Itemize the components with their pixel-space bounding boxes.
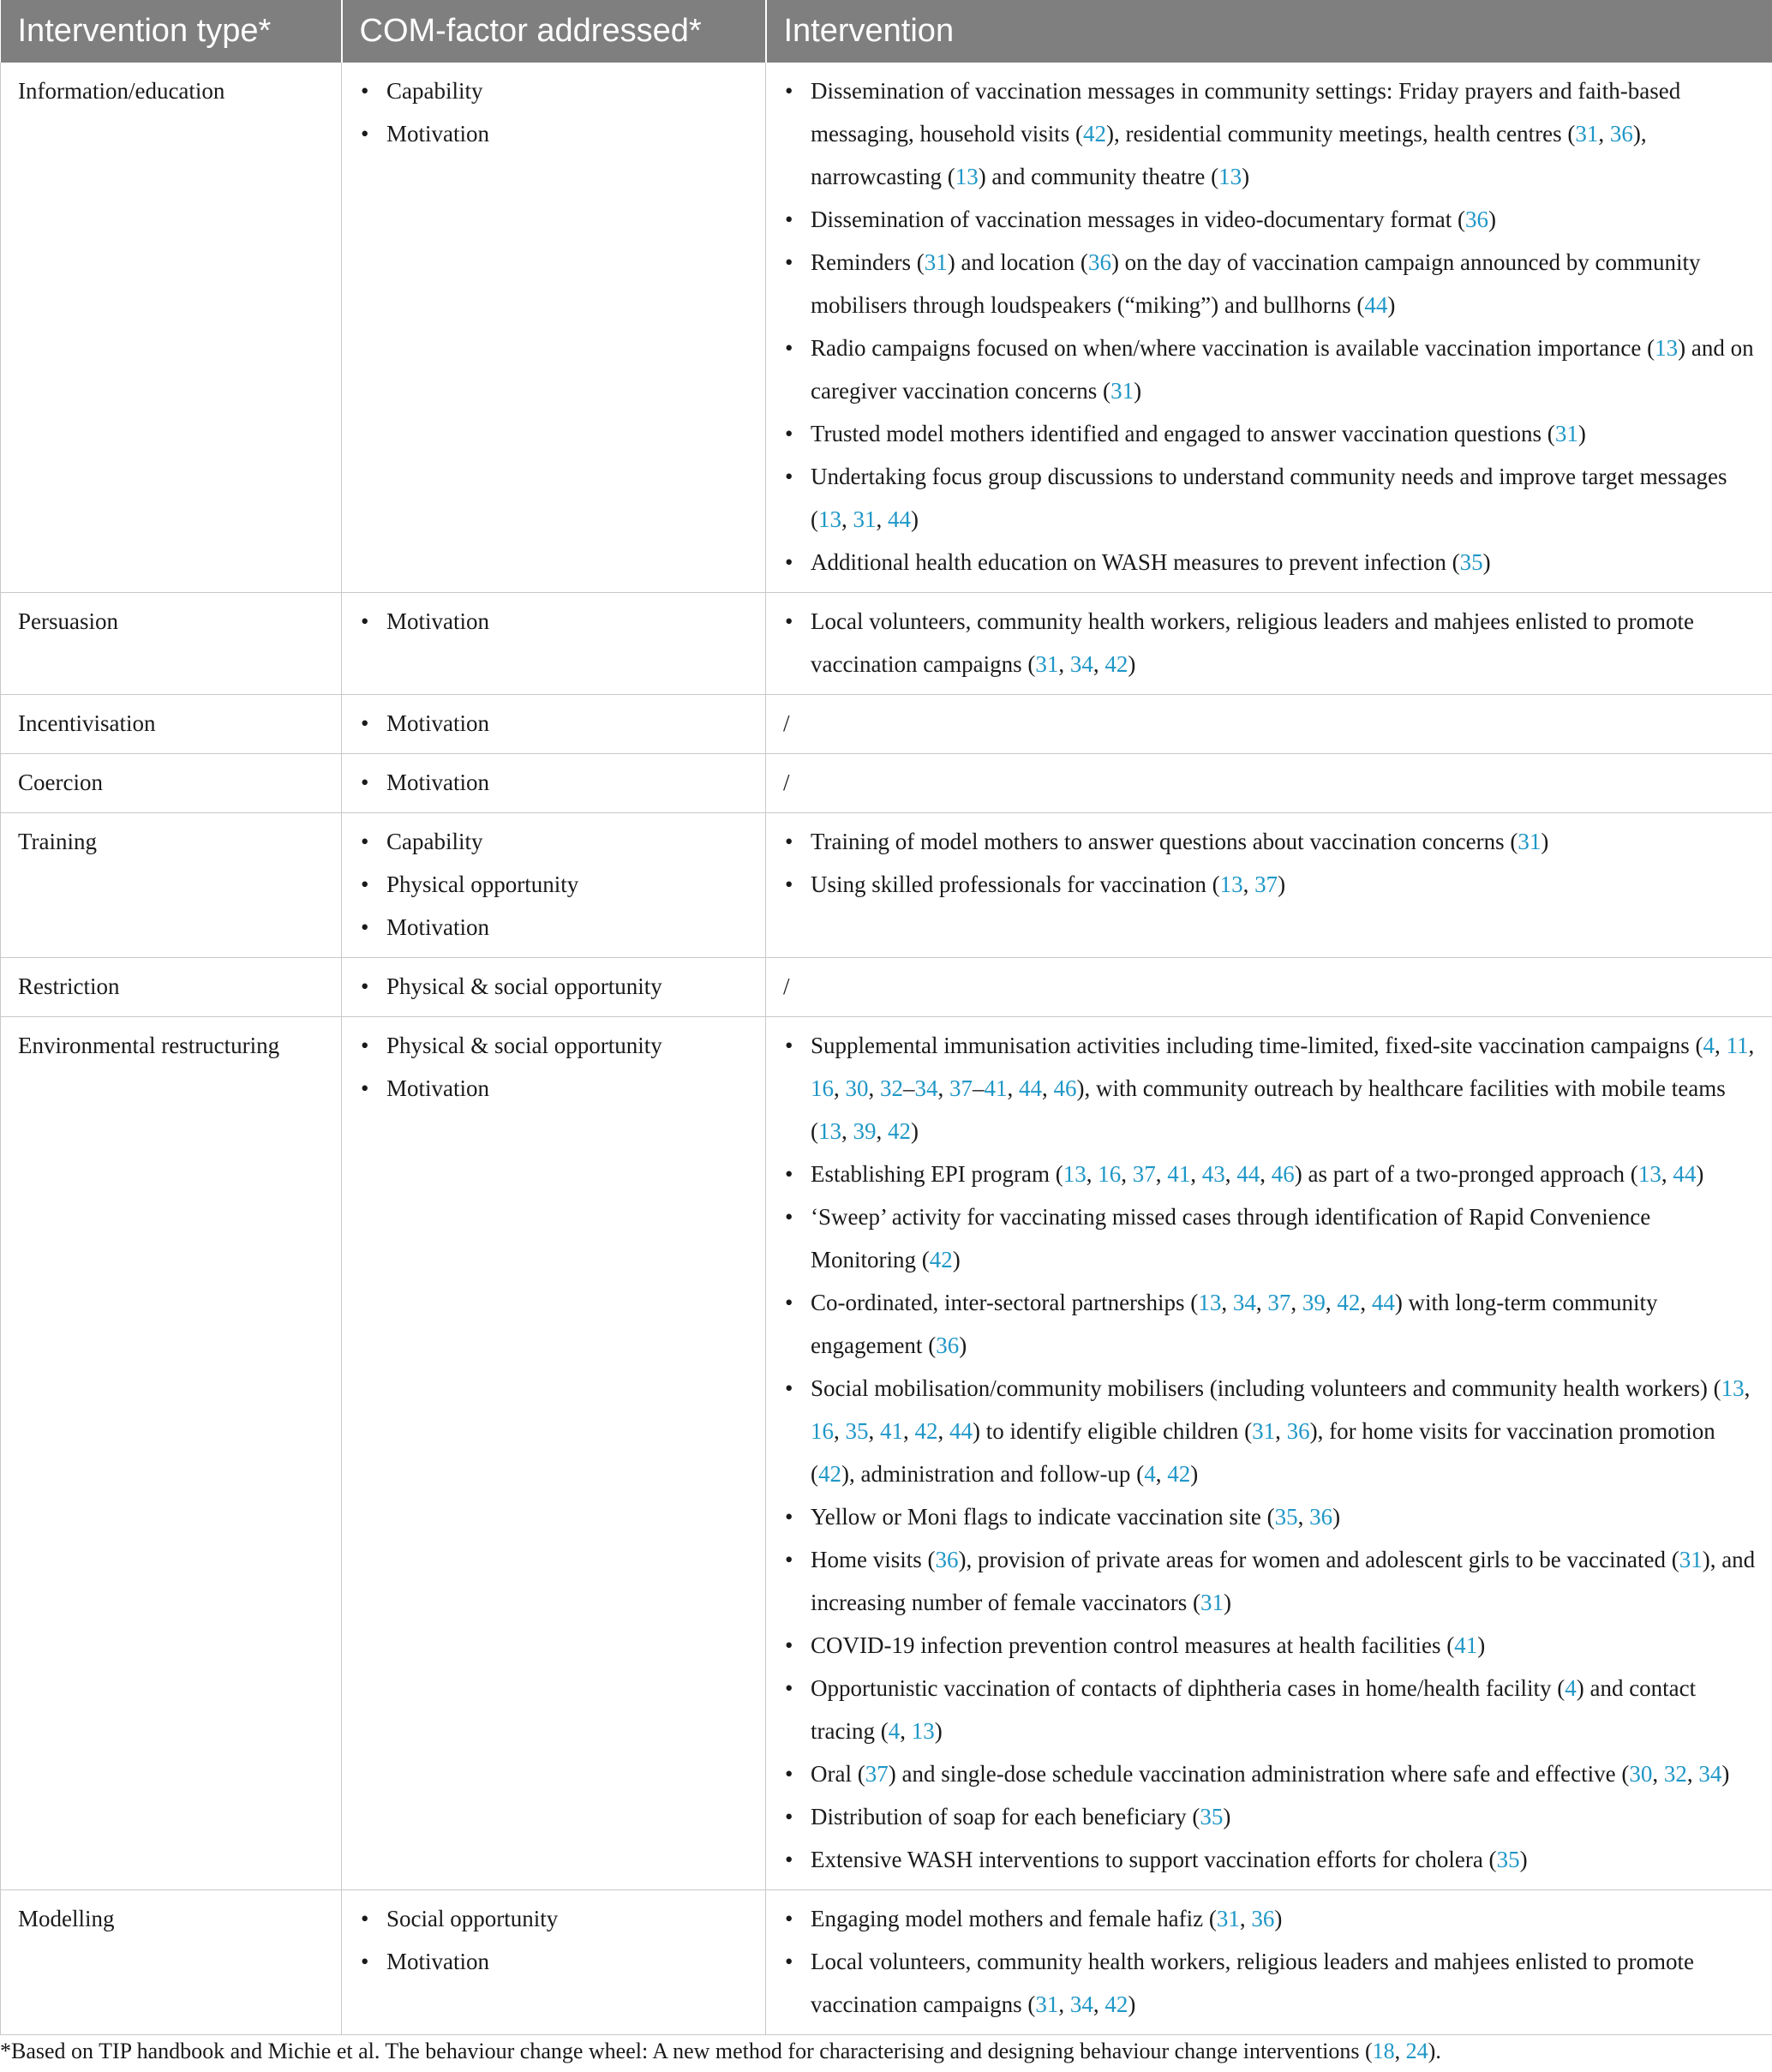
intervention-item: • Engaging model mothers and female hafiz (31, 36) (783, 1897, 1757, 1940)
citation-link[interactable]: 24 (1405, 2039, 1428, 2063)
citation-link[interactable]: 36 (1286, 1418, 1310, 1444)
citation-link[interactable]: 31 (1518, 829, 1542, 854)
citation-link[interactable]: 16 (1098, 1161, 1122, 1187)
intervention-item: • Extensive WASH interventions to support vaccination efforts for cholera (35) (783, 1838, 1757, 1881)
com-factor-item: • Motivation (359, 1940, 750, 1983)
citation-link[interactable]: 13 (1655, 335, 1679, 361)
citation-link[interactable]: 31 (1252, 1418, 1276, 1444)
citation-link[interactable]: 34 (1069, 651, 1093, 677)
intervention-item: • Using skilled professionals for vaccination (13, 37) (783, 863, 1757, 906)
citation-link[interactable]: 37 (1132, 1161, 1156, 1187)
table-row (1, 63, 1772, 593)
citation-link[interactable]: 39 (1302, 1290, 1326, 1315)
citation-link[interactable]: 46 (1271, 1161, 1295, 1187)
com-factor-list (359, 1024, 750, 1110)
intervention-type-cell: Coercion (1, 754, 342, 813)
intervention-cell (766, 813, 1772, 958)
citation-link[interactable]: 37 (949, 1075, 973, 1101)
citation-link[interactable]: 31 (1200, 1590, 1224, 1615)
table-body (1, 63, 1772, 2035)
com-factor-item: • Motivation (359, 1067, 750, 1110)
com-factor-list (359, 820, 750, 949)
intervention-item: • Local volunteers, community health workers, religious leaders and mahjees enlisted to promote vaccination campaigns (31, 34, 42) (783, 600, 1757, 686)
citation-link[interactable]: 13 (1218, 164, 1242, 189)
citation-link[interactable]: 31 (1216, 1906, 1240, 1931)
citation-link[interactable]: 31 (1110, 378, 1134, 404)
citation-link[interactable]: 31 (1679, 1547, 1703, 1572)
citation-link[interactable]: 36 (1609, 121, 1633, 147)
table-row (1, 593, 1772, 695)
intervention-cell (766, 593, 1772, 695)
intervention-type-cell: Incentivisation (1, 695, 342, 754)
no-intervention-marker: / (783, 710, 790, 736)
com-factor-cell (342, 813, 766, 958)
citation-link[interactable]: 41 (984, 1075, 1008, 1101)
com-factor-cell (342, 958, 766, 1017)
intervention-type-cell: Modelling (1, 1890, 342, 2035)
citation-link[interactable]: 34 (1232, 1290, 1256, 1315)
citation-link[interactable]: 4 (1565, 1675, 1577, 1701)
citation-link[interactable]: 36 (936, 1332, 960, 1358)
citation-link[interactable]: 35 (845, 1418, 869, 1444)
citation-link[interactable]: 31 (924, 249, 948, 275)
citation-link[interactable]: 35 (1274, 1504, 1298, 1530)
citation-link[interactable]: 13 (1721, 1375, 1745, 1401)
citation-link[interactable]: 13 (1219, 871, 1243, 897)
table-row (1, 754, 1772, 813)
citation-link[interactable]: 42 (929, 1247, 953, 1273)
intervention-item: • Dissemination of vaccination messages in community settings: Friday prayers and faith-based messaging, household visits (42), residential community meetings, health centres (31, 36), narrowcasting (13) and community theatre (13) (783, 69, 1757, 198)
com-factor-cell (342, 695, 766, 754)
citation-link[interactable]: 31 (1554, 421, 1578, 446)
citation-link[interactable]: 18 (1372, 2039, 1395, 2063)
citation-link[interactable]: 44 (949, 1418, 973, 1444)
citation-link[interactable]: 44 (1673, 1161, 1697, 1187)
table-row (1, 695, 1772, 754)
com-factor-list (359, 600, 750, 643)
intervention-list (783, 600, 1757, 686)
citation-link[interactable]: 42 (1083, 121, 1106, 147)
citation-link[interactable]: 42 (1167, 1461, 1191, 1487)
citation-link[interactable]: 32 (1663, 1761, 1687, 1787)
table-row (1, 1890, 1772, 2035)
intervention-item: • Oral (37) and single-dose schedule vaccination administration where safe and effective (30, 32, 34) (783, 1752, 1757, 1795)
citation-link[interactable]: 13 (911, 1718, 935, 1744)
com-factor-item: • Social opportunity (359, 1897, 750, 1940)
citation-link[interactable]: 42 (1105, 1991, 1128, 2017)
com-factor-cell (342, 1017, 766, 1890)
intervention-cell (766, 63, 1772, 593)
citation-link[interactable]: 44 (888, 506, 911, 532)
intervention-type-cell: Environmental restructuring (1, 1017, 342, 1890)
citation-link[interactable]: 36 (1465, 207, 1489, 232)
table-row (1, 958, 1772, 1017)
intervention-item: • COVID-19 infection prevention control measures at health facilities (41) (783, 1624, 1757, 1667)
intervention-item: • Training of model mothers to answer questions about vaccination concerns (31) (783, 820, 1757, 863)
citation-link[interactable]: 13 (818, 506, 841, 532)
intervention-type-cell: Training (1, 813, 342, 958)
citation-link[interactable]: 36 (935, 1547, 959, 1572)
citation-link[interactable]: 31 (1575, 121, 1599, 147)
citation-link[interactable]: 34 (1069, 1991, 1093, 2017)
intervention-cell (766, 958, 1772, 1017)
citation-link[interactable]: 44 (1019, 1075, 1042, 1101)
com-factor-item: • Capability (359, 820, 750, 863)
citation-link[interactable]: 44 (1371, 1290, 1395, 1315)
intervention-item: • Radio campaigns focused on when/where vaccination is available vaccination importance (13) and on caregiver vaccination concerns (31) (783, 326, 1757, 412)
com-factor-item: • Physical opportunity (359, 863, 750, 906)
intervention-item: • Supplemental immunisation activities including time-limited, fixed-site vaccination campaigns (4, 11, 16, 30, 32–34, 37–41, 44, 46), with community outreach by healthcare facilities with mobile teams (13, 39, 42) (783, 1024, 1757, 1153)
com-factor-item: • Motivation (359, 600, 750, 643)
citation-link[interactable]: 42 (818, 1461, 841, 1487)
citation-link[interactable]: 37 (1267, 1290, 1291, 1315)
citation-link[interactable]: 34 (914, 1075, 938, 1101)
intervention-item: • Distribution of soap for each beneficiary (35) (783, 1795, 1757, 1838)
intervention-cell (766, 695, 1772, 754)
com-factor-cell (342, 754, 766, 813)
header-intervention: Intervention (766, 0, 1772, 63)
citation-link[interactable]: 41 (1454, 1632, 1478, 1658)
citation-link[interactable]: 13 (1063, 1161, 1087, 1187)
intervention-cell (766, 754, 1772, 813)
intervention-list (783, 69, 1757, 584)
citation-link[interactable]: 42 (914, 1418, 938, 1444)
intervention-list (783, 820, 1757, 906)
com-factor-list (359, 1897, 750, 1983)
intervention-item: • Local volunteers, community health workers, religious leaders and mahjees enlisted to promote vaccination campaigns (31, 34, 42) (783, 1940, 1757, 2026)
com-factor-item: • Physical & social opportunity (359, 965, 750, 1008)
com-factor-list (359, 965, 750, 1008)
citation-link[interactable]: 16 (811, 1075, 834, 1101)
citation-link[interactable]: 4 (1703, 1033, 1715, 1058)
no-intervention-marker: / (783, 973, 790, 999)
com-factor-list (359, 69, 750, 155)
table-row (1, 1017, 1772, 1890)
table-footnote: *Based on TIP handbook and Michie et al. The behaviour change wheel: A new method for characterising and designing behaviour change interventions (18, 24). (0, 2039, 1441, 2063)
intervention-item: • Trusted model mothers identified and engaged to answer vaccination questions (31) (783, 412, 1757, 455)
intervention-item: • Yellow or Moni flags to indicate vaccination site (35, 36) (783, 1495, 1757, 1538)
com-factor-item: • Motivation (359, 761, 750, 804)
citation-link[interactable]: 34 (1698, 1761, 1722, 1787)
citation-link[interactable]: 44 (1236, 1161, 1260, 1187)
intervention-item: • Additional health education on WASH measures to prevent infection (35) (783, 541, 1757, 584)
citation-link[interactable]: 16 (811, 1418, 834, 1444)
intervention-item: • Establishing EPI program (13, 16, 37, 41, 43, 44, 46) as part of a two-pronged approach (13, 44) (783, 1153, 1757, 1195)
citation-link[interactable]: 35 (1200, 1804, 1224, 1829)
com-factor-cell (342, 593, 766, 695)
citation-link[interactable]: 13 (1637, 1161, 1661, 1187)
intervention-item: • Home visits (36), provision of private areas for women and adolescent girls to be vaccinated (31), and increasing number of female vaccinators (31) (783, 1538, 1757, 1624)
citation-link[interactable]: 11 (1726, 1033, 1749, 1058)
intervention-item: • Dissemination of vaccination messages in video-documentary format (36) (783, 198, 1757, 241)
citation-link[interactable]: 31 (853, 506, 877, 532)
citation-link[interactable]: 4 (1144, 1461, 1156, 1487)
com-factor-item: • Motivation (359, 906, 750, 949)
citation-link[interactable]: 31 (1035, 1991, 1059, 2017)
citation-link[interactable]: 43 (1201, 1161, 1225, 1187)
no-intervention-marker: / (783, 770, 790, 795)
citation-link[interactable]: 44 (1364, 292, 1388, 318)
citation-link[interactable]: 36 (1251, 1906, 1275, 1931)
citation-link[interactable]: 4 (888, 1718, 901, 1744)
intervention-list (783, 1024, 1757, 1881)
citation-link[interactable]: 42 (1337, 1290, 1361, 1315)
intervention-item: • Reminders (31) and location (36) on the day of vaccination campaign announced by community mobilisers through loudspeakers (“miking”) and bullhorns (44) (783, 241, 1757, 326)
citation-link[interactable]: 41 (880, 1418, 903, 1444)
header-intervention-type: Intervention type* (1, 0, 342, 63)
citation-link[interactable]: 46 (1053, 1075, 1077, 1101)
com-factor-list (359, 702, 750, 745)
intervention-item: • Undertaking focus group discussions to understand community needs and improve target messages (13, 31, 44) (783, 455, 1757, 541)
intervention-item: • Social mobilisation/community mobilisers (including volunteers and community health workers) (13, 16, 35, 41, 42, 44) to identify eligible children (31, 36), for home visits for vaccination promotion (42), administration and follow-up (4, 42) (783, 1367, 1757, 1495)
citation-link[interactable]: 42 (888, 1118, 911, 1144)
intervention-cell (766, 1017, 1772, 1890)
citation-link[interactable]: 37 (865, 1761, 889, 1787)
citation-link[interactable]: 30 (1629, 1761, 1653, 1787)
citation-link[interactable]: 36 (1087, 249, 1111, 275)
citation-link[interactable]: 30 (845, 1075, 869, 1101)
intervention-type-cell: Restriction (1, 958, 342, 1017)
intervention-type-cell: Persuasion (1, 593, 342, 695)
intervention-cell (766, 1890, 1772, 2035)
com-factor-item: • Physical & social opportunity (359, 1024, 750, 1067)
intervention-item: • ‘Sweep’ activity for vaccinating missed cases through identification of Rapid Convenience Monitoring (42) (783, 1195, 1757, 1281)
citation-link[interactable]: 31 (1035, 651, 1059, 677)
citation-link[interactable]: 37 (1254, 871, 1278, 897)
citation-link[interactable]: 42 (1105, 651, 1128, 677)
intervention-list (783, 1897, 1757, 2026)
com-factor-item: • Motivation (359, 112, 750, 155)
com-factor-item: • Motivation (359, 702, 750, 745)
intervention-item: • Opportunistic vaccination of contacts of diphtheria cases in home/health facility (4) and contact tracing (4, 13) (783, 1667, 1757, 1752)
intervention-type-cell: Information/education (1, 63, 342, 593)
intervention-item: • Co-ordinated, inter-sectoral partnerships (13, 34, 37, 39, 42, 44) with long-term community engagement (36) (783, 1281, 1757, 1367)
citation-link[interactable]: 13 (818, 1118, 841, 1144)
table-header-row (1, 0, 1772, 63)
citation-link[interactable]: 39 (853, 1118, 877, 1144)
table-row (1, 813, 1772, 958)
com-factor-cell (342, 1890, 766, 2035)
header-com-factor: COM-factor addressed* (342, 0, 766, 63)
citation-link[interactable]: 13 (955, 164, 979, 189)
com-factor-list (359, 761, 750, 804)
com-factor-cell (342, 63, 766, 593)
citation-link[interactable]: 41 (1167, 1161, 1191, 1187)
citation-link[interactable]: 35 (1496, 1847, 1520, 1872)
citation-link[interactable]: 32 (880, 1075, 903, 1101)
citation-link[interactable]: 35 (1459, 549, 1483, 575)
citation-link[interactable]: 13 (1198, 1290, 1222, 1315)
com-factor-item: • Capability (359, 69, 750, 112)
citation-link[interactable]: 36 (1309, 1504, 1333, 1530)
